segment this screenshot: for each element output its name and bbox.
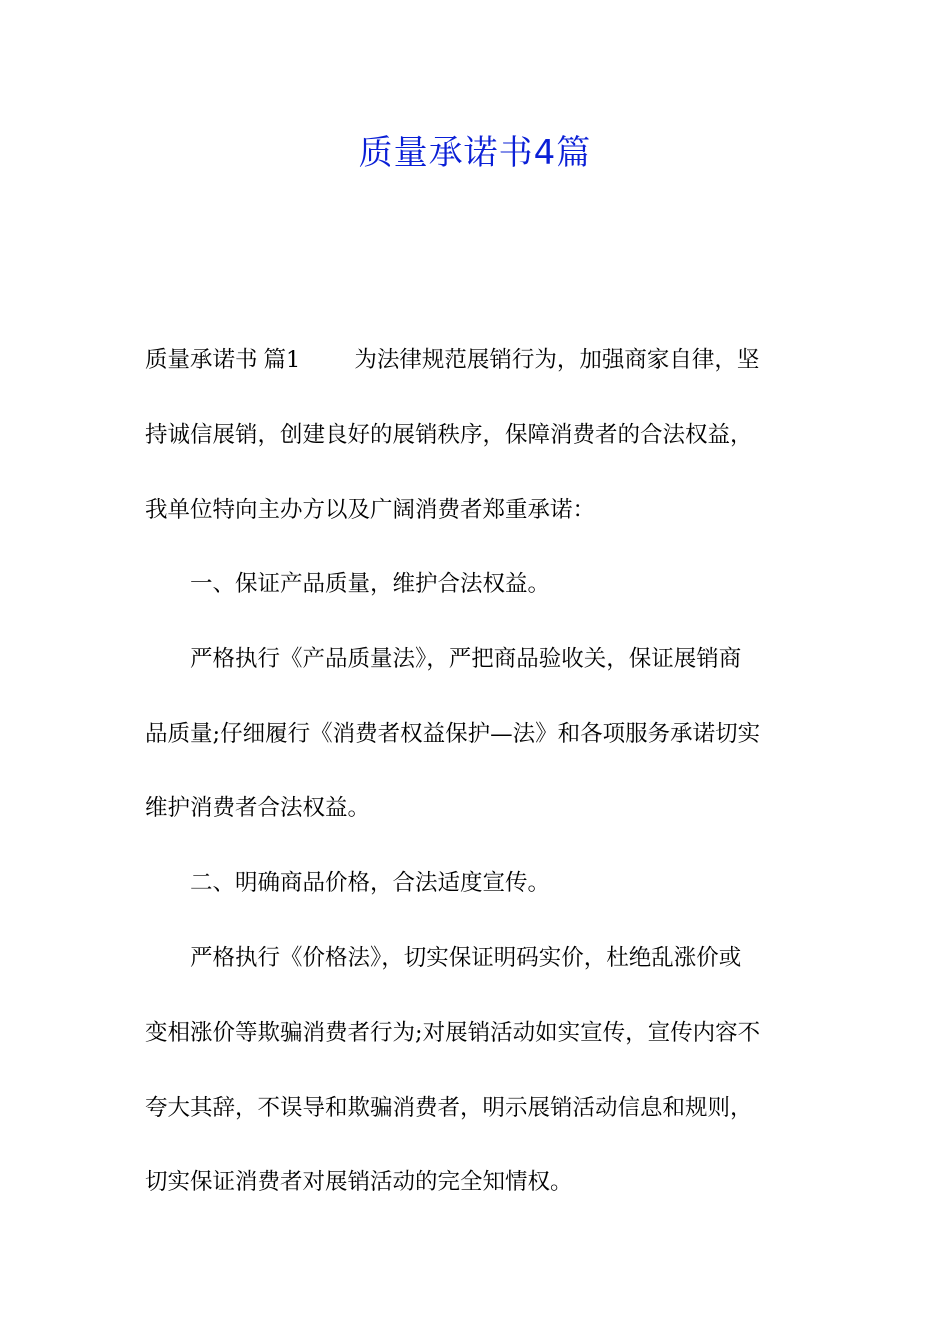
paragraph-line-5: 严格执行《产品质量法》，严把商品验收关，保证展销商	[190, 646, 742, 672]
paragraph-line-1	[145, 342, 815, 378]
paragraph-line-12: 切实保证消费者对展销活动的完全知情权。	[145, 1169, 573, 1195]
section-two-heading: 二、明确商品价格，合法适度宣传。	[190, 870, 551, 896]
section-heading: 质量承诺书	[145, 347, 258, 373]
paragraph-line-3: 我单位特向主办方以及广阔消费者郑重承诺：	[145, 497, 596, 523]
document-title: 质量承诺书4篇	[358, 133, 592, 173]
section-one-heading: 一、保证产品质量，维护合法权益。	[190, 571, 551, 597]
paragraph-line-11: 夸大其辞，不误导和欺骗消费者，明示展销活动信息和规则，	[145, 1095, 753, 1121]
paragraph-line-10: 变相涨价等欺骗消费者行为;对展销活动如实宣传，宣传内容不	[145, 1020, 761, 1046]
paragraph-line-9: 严格执行《价格法》，切实保证明码实价，杜绝乱涨价或	[190, 945, 742, 971]
paragraph-line-6: 品质量;仔细履行《消费者权益保护—法》和各项服务承诺切实	[145, 721, 761, 747]
section-label: 篇1	[263, 347, 301, 373]
paragraph-line-2: 持诚信展销，创建良好的展销秩序，保障消费者的合法权益，	[145, 422, 753, 448]
line-text: 为法律规范展销行为，加强商家自律，坚	[354, 347, 760, 373]
paragraph-line-7: 维护消费者合法权益。	[145, 795, 371, 821]
